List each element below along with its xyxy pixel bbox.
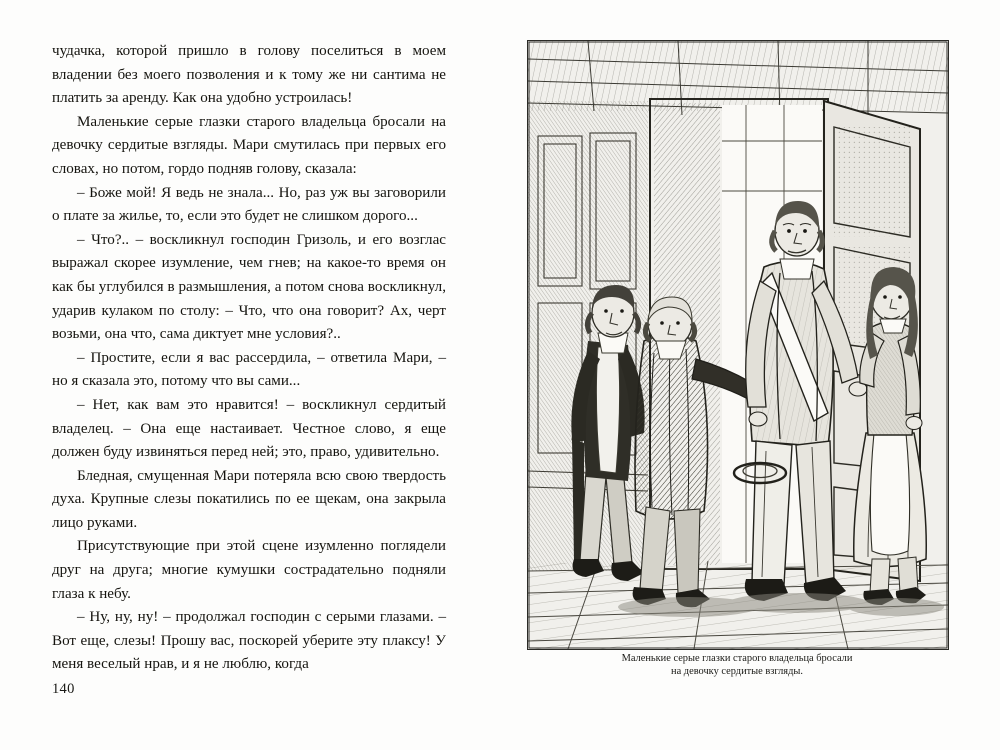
paragraph: Присутствующие при этой сцене изумленно поглядели друг на друга; многие кумушки сострадательно подняли глаза к небу. xyxy=(52,538,446,602)
engraving-old-landlord-and-girl xyxy=(528,41,948,649)
caption-line-2: на девочку сердитые взгляды. xyxy=(671,666,803,678)
caption-line-1: Маленькие серые глазки старого владельца бросали xyxy=(621,653,853,664)
paragraph: – Боже мой! Я ведь не знала... Но, раз уж вы заговорили о плате за жилье, то, если это будет не слишком дорого... xyxy=(52,184,446,225)
illustration-caption xyxy=(527,652,947,679)
paragraph: Бледная, смущенная Мари потеряла всю свою твердость духа. Крупные слезы покатились по ее щекам, она закрыла лицо руками. xyxy=(52,467,446,531)
paragraph: – Простите, если я вас рассердила, – ответила Мари, – но я сказала это, потому что вы сами... xyxy=(52,349,446,390)
paragraph: – Нет, как вам это нравится! – воскликнул сердитый владелец. – Она еще настаивает. Честное слово, я еще должен буду извиняться перед ней; это, право, удивительно. xyxy=(52,396,446,461)
paragraph: чудачка, которой пришло в голову поселиться в моем владении без моего позволения и к тому же ни сантима не платить за аренду. Как она удобно устроилась! xyxy=(52,43,446,107)
paragraph: – Ну, ну, ну! – продолжал господин с серыми глазами. – Вот еще, слезы! Прошу вас, поскорей уберите эту плаксу! У меня веселый нрав, и я не люблю, когда xyxy=(52,609,446,673)
right-page xyxy=(500,0,1000,750)
page-number: 140 xyxy=(52,681,75,697)
paragraph: – Что?.. – воскликнул господин Гризоль, и его возглас выражал скорее изумление, чем гнев; на какое-то время он как бы углубился в размышления, а потом снова воскликнул, ударив кулаком по столу: – Что, что она говорит? Ах, черт возьми, она что, сама диктует мне условия?.. xyxy=(52,231,446,343)
illustration-frame xyxy=(527,40,949,650)
paragraph: Маленькие серые глазки старого владельца бросали на девочку сердитые взгляды. Мари смутилась при первых его словах, но потом, гордо подняв голову, сказала: xyxy=(52,113,446,177)
body-text-column xyxy=(52,40,446,677)
